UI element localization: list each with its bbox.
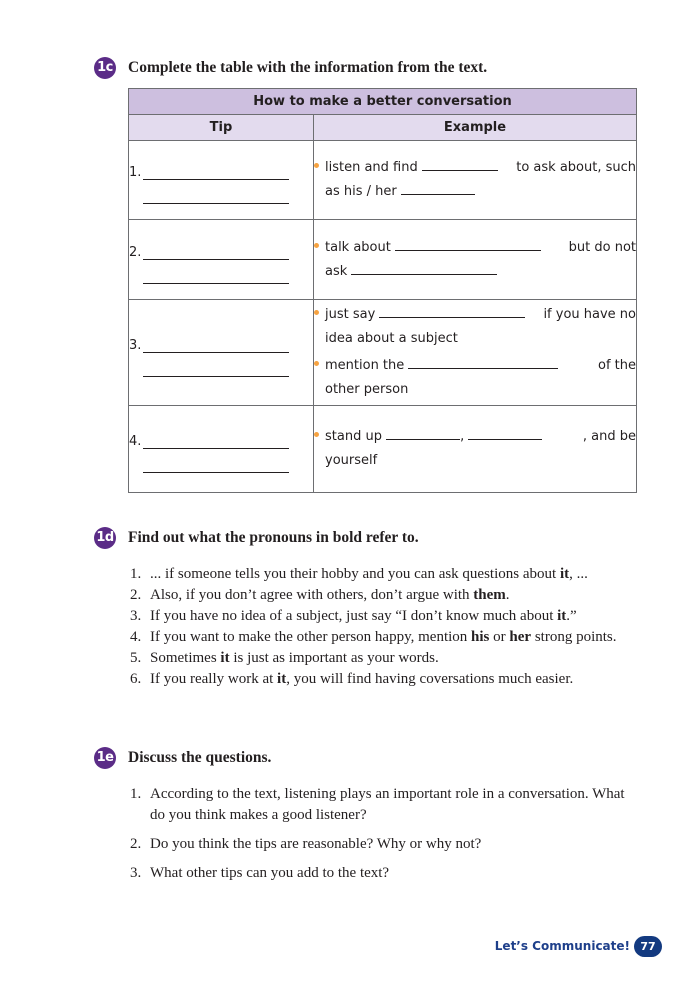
discussion-questions-list [130,784,640,892]
example-text: listen and find [325,160,418,175]
item-number: 5. [130,650,142,666]
bold-pronoun: his [471,629,490,645]
bullet-icon [314,310,319,315]
item-number: 4. [130,629,142,645]
bold-pronoun: her [509,629,532,645]
item-number: 2. [130,836,142,852]
tip-blank[interactable] [143,189,289,204]
bullet-icon [314,432,319,437]
exercise-1e-instruction: Discuss the questions. [128,749,272,766]
table-row [129,300,637,406]
example-blank[interactable] [401,180,475,195]
bold-pronoun: it [277,671,287,687]
column-header-example: Example [314,115,637,141]
example-blank[interactable] [468,425,542,440]
example-text: , [460,429,465,444]
pronoun-item [130,606,640,627]
tip-blank[interactable] [143,338,289,353]
table-title: How to make a better conversation [129,89,637,115]
sentence-text: If you have no idea of a subject, just say “I don’t know much about [150,608,558,624]
example-blank[interactable] [408,354,558,369]
bold-pronoun: it [559,566,570,582]
item-number: 3. [130,865,142,881]
item-number: 1. [130,786,142,802]
question-text: What other tips can you add to the text? [150,865,390,881]
exercise-badge-1d: 1d [94,527,116,549]
sentence-text: If you really work at [150,671,278,687]
bold-pronoun: them [473,587,506,603]
bullet-icon [314,163,319,168]
example-text: , and be [582,429,636,444]
table-row [129,220,637,300]
example-text: ask [325,263,348,279]
pronoun-item [130,627,640,648]
question-text: According to the text, listening plays an important role in a conversation. What do you think makes a good listener? [150,786,625,823]
page-number: 77 [634,936,662,957]
sentence-text: Sometimes [150,650,221,666]
example-blank[interactable] [386,425,460,440]
tip-number: 1. [129,165,142,180]
question-item [130,863,640,884]
example-text: talk about [325,239,391,255]
sentence-text: strong points. [531,629,617,645]
example-blank[interactable] [395,236,541,251]
example-text: stand up [325,429,382,444]
sentence-text: .” [566,608,577,624]
sentence-text: If you want to make the other person happy, mention [150,629,472,645]
sentence-text: . [505,587,510,603]
exercise-badge-1c: 1c [94,57,116,79]
bold-pronoun: it [220,650,230,666]
bold-pronoun: it [557,608,567,624]
example-text: as his / her [325,184,397,199]
bullet-icon [314,243,319,248]
book-title: Let’s Communicate! [494,939,630,953]
example-text: yourself [325,453,378,468]
sentence-text: Also, if you don’t agree with others, don’t argue with [150,587,474,603]
question-text: Do you think the tips are reasonable? Why or why not? [150,836,482,852]
example-text: of the [598,358,636,373]
tip-blank[interactable] [143,458,289,473]
exercise-1d-instruction: Find out what the pronouns in bold refer to. [128,529,419,546]
example-blank[interactable] [351,260,497,275]
tip-blank[interactable] [143,434,289,449]
item-number: 2. [130,587,142,603]
sentence-text: ... if someone tells you their hobby and you can ask questions about [150,566,560,582]
example-text: but do not [568,239,636,255]
sentence-text: or [489,629,510,645]
question-item [130,784,640,826]
conversation-tips-table [128,88,637,493]
sentence-text: , you will find having coversations much easier. [286,671,574,687]
column-header-tip: Tip [129,115,314,141]
tip-number: 4. [129,434,142,449]
example-text: to ask about, such [516,160,636,175]
question-item [130,834,640,855]
example-blank[interactable] [422,156,498,171]
exercise-badge-1e: 1e [94,747,116,769]
tip-number: 3. [129,337,142,353]
item-number: 1. [130,566,142,582]
example-blank[interactable] [379,303,525,318]
example-text: idea about a subject [325,331,458,346]
sentence-text: is just as important as your words. [229,650,439,666]
table-row [129,406,637,493]
item-number: 6. [130,671,142,687]
pronoun-item [130,564,640,585]
item-number: 3. [130,608,142,624]
pronoun-item [130,648,640,669]
pronoun-item [130,585,640,606]
tip-blank[interactable] [143,269,289,284]
pronoun-list [130,564,640,690]
tip-blank[interactable] [143,245,289,260]
bullet-icon [314,361,319,366]
tip-blank[interactable] [143,165,289,180]
exercise-1c-instruction: Complete the table with the information from the text. [128,59,488,76]
sentence-text: , ... [569,566,588,582]
example-text: just say [325,307,376,322]
pronoun-item [130,669,640,690]
tip-number: 2. [129,244,142,260]
tip-blank[interactable] [143,362,289,377]
example-text: if you have no [543,307,636,322]
example-text: mention the [325,358,405,373]
example-text: other person [325,382,409,397]
table-row [129,141,637,220]
